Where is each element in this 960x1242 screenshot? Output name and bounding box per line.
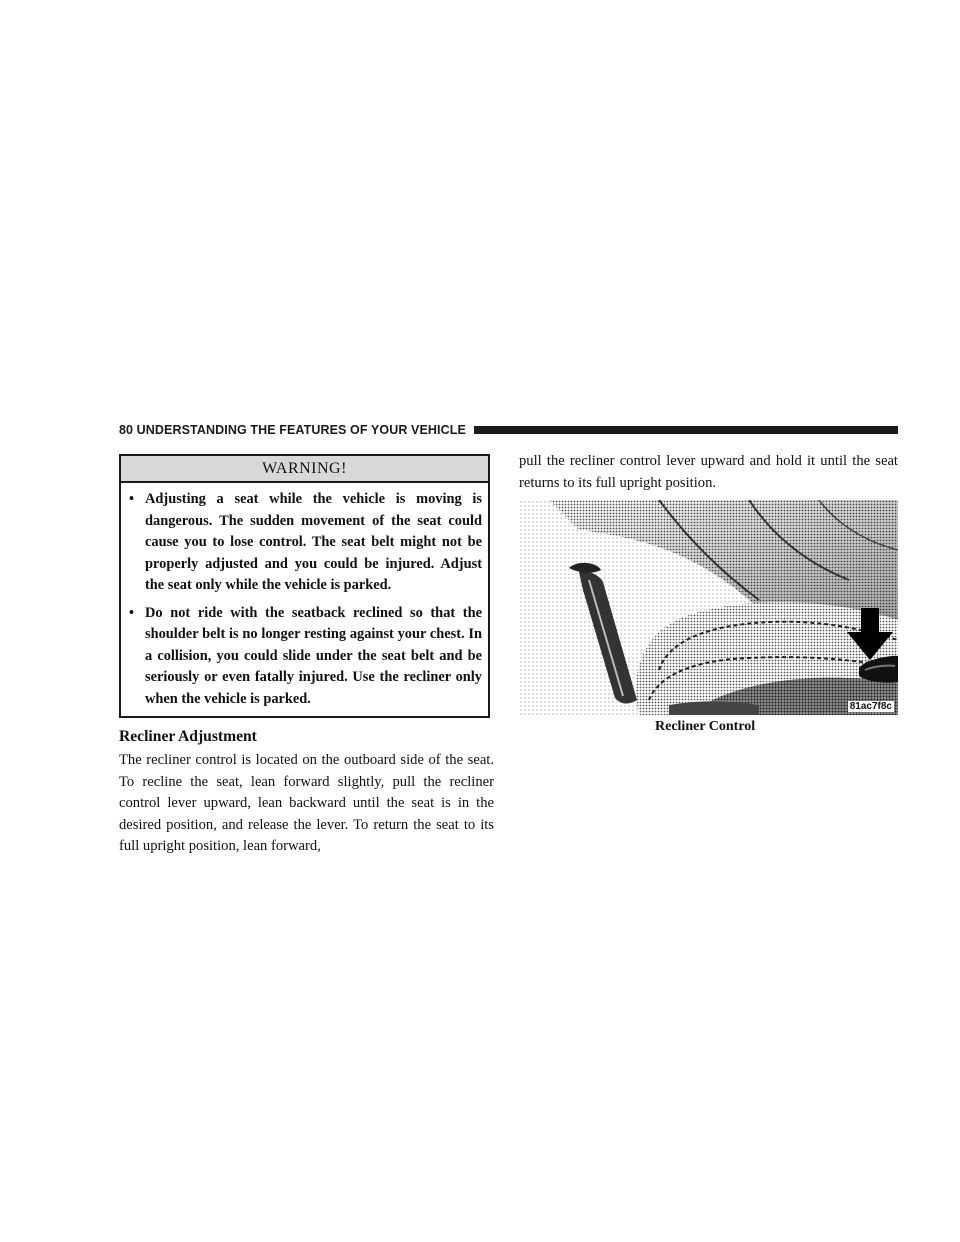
warning-list — [121, 483, 488, 716]
page-number-and-title: 80 UNDERSTANDING THE FEATURES OF YOUR VEHICLE — [119, 423, 466, 437]
bullet-icon: • — [129, 491, 135, 507]
warning-item-text: Do not ride with the seatback reclined so that the shoulder belt is no longer resting against your chest. In a collision, you could slide under the seat belt and be seriously or even fatally injured. Use the recliner only when the vehicle is parked. — [145, 604, 482, 707]
right-column — [519, 451, 898, 737]
section-heading: Recliner Adjustment — [119, 728, 257, 745]
body-paragraph-continued: pull the recliner control lever upward and hold it until the seat returns to its full upright position. — [519, 453, 898, 491]
warning-box — [119, 454, 490, 718]
warning-item-text: Adjusting a seat while the vehicle is moving is dangerous. The sudden movement of the seat could cause you to lose control. The seat belt might not be properly adjusted and you could be injured. Adjust the seat only while the vehicle is parked. — [145, 491, 482, 593]
warning-item — [129, 489, 482, 597]
warning-item — [129, 603, 482, 711]
bullet-icon: • — [129, 604, 135, 621]
page-header — [119, 421, 898, 439]
recliner-control-illustration — [519, 500, 898, 715]
seat-drawing — [519, 500, 898, 715]
figure-caption: Recliner Control — [655, 719, 756, 735]
body-paragraph: The recliner control is located on the outboard side of the seat. To recline the seat, lean forward slightly, pull the recliner control lever upward, lean backward until the seat is in the desired position, and release the lever. To return the seat to its full upright position, lean forward, — [119, 752, 494, 855]
warning-title: WARNING! — [121, 456, 488, 483]
figure-code: 81ac7f8c — [849, 701, 892, 713]
header-rule — [474, 426, 898, 434]
left-column — [119, 454, 494, 858]
